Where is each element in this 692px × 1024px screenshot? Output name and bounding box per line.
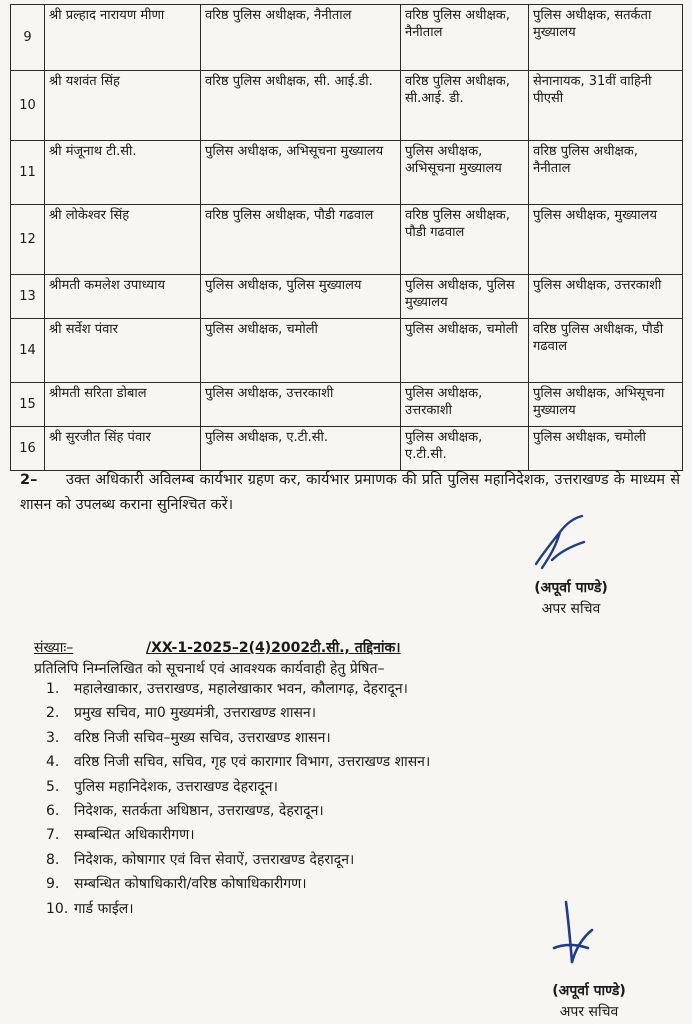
list-item: 1. महालेखाकार, उत्तराखण्ड, महालेखाकार भवन, कौलागढ़, देहरादून। [46,681,408,697]
serial-number: 14 [11,319,45,383]
table-row [11,141,683,205]
officer-name: श्री यशवंत सिंह [45,71,201,141]
table-row [11,427,683,471]
current-post: वरिष्ठ पुलिस अधीक्षक, पौडी गढवाल [201,205,401,275]
paragraph-text: उक्त अधिकारी अविलम्ब कार्यभार ग्रहण कर, कार्यभार प्रमाणक की प्रति पुलिस महानिदेशक, उत्तराखण्ड के माध्यम से शासन को उपलब्ध कराना सुनिश्चित करें। [20,472,680,513]
table-row [11,319,683,383]
officer-name: श्री सुरजीत सिंह पंवार [45,427,201,471]
officer-name: श्री मंजूनाथ टी.सी. [45,141,201,205]
table-row [11,205,683,275]
serial-number: 16 [11,427,45,471]
posting-table [10,4,683,471]
copy-to-intro: प्रतिलिपि निम्नलिखित को सूचनार्थ एवं आवश्यक कार्यवाही हेतु प्रेषित– [34,661,385,677]
table-row [11,71,683,141]
serial-number: 10 [11,71,45,141]
reference-label: संख्याः– [34,640,74,656]
serial-number: 11 [11,141,45,205]
current-post: पुलिस अधीक्षक, अभिसूचना मुख्यालय [201,141,401,205]
list-item: 9. सम्बन्धित कोषाधिकारी/वरिष्ठ कोषाधिकारीगण। [46,876,307,893]
relieved-post: वरिष्ठ पुलिस अधीक्षक, पौडी गढवाल [401,205,529,275]
officer-name: श्री लोकेश्वर सिंह [45,205,201,275]
serial-number: 13 [11,275,45,319]
signatory-designation: अपर सचिव [541,601,601,617]
relieved-post: पुलिस अधीक्षक, ए.टी.सी. [401,427,529,471]
new-post: सेनानायक, 31वीं वाहिनी पीएसी [529,71,683,141]
new-post: पुलिस अधीक्षक, सतर्कता मुख्यालय [529,5,683,71]
list-item: 6. निदेशक, सतर्कता अधिष्ठान, उत्तराखण्ड, देहरादून। [46,803,324,820]
current-post: पुलिस अधीक्षक, ए.टी.सी. [201,427,401,471]
serial-number: 9 [11,5,45,71]
relieved-post: पुलिस अधीक्षक, अभिसूचना मुख्यालय [401,141,529,205]
list-item: 3. वरिष्ठ निजी सचिव–मुख्य सचिव, उत्तराखण्ड शासन। [46,729,331,746]
relieved-post: वरिष्ठ पुलिस अधीक्षक, सी.आई. डी. [401,71,529,141]
table-row [11,383,683,427]
relieved-post: वरिष्ठ पुलिस अधीक्षक, नैनीताल [401,5,529,71]
list-item: 8. निदेशक, कोषागार एवं वित्त सेवाऐं, उत्तराखण्ड देहरादून। [46,851,355,868]
list-item: 5. पुलिस महानिदेशक, उत्तराखण्ड देहरादून। [46,778,278,795]
list-item: 10. गार्ड फाईल। [46,900,134,917]
officer-name: श्री प्रल्हाद नारायण मीणा [45,5,201,71]
signature-block [496,578,646,620]
table-row [11,5,683,71]
signatory-name: (अपूर्वा पाण्डे) [534,580,608,596]
relieved-post: पुलिस अधीक्षक, उत्तरकाशी [401,383,529,427]
signature-mark [530,512,590,572]
signatory-name: (अपूर्वा पाण्डे) [552,983,626,999]
new-post: पुलिस अधीक्षक, अभिसूचना मुख्यालय [529,383,683,427]
list-item: 7. सम्बन्धित अधिकारीगण। [46,827,195,844]
reference-line [34,638,401,658]
serial-number: 15 [11,383,45,427]
new-post: पुलिस अधीक्षक, चमोली [529,427,683,471]
current-post: वरिष्ठ पुलिस अधीक्षक, नैनीताल [201,5,401,71]
relieved-post: पुलिस अधीक्षक, चमोली [401,319,529,383]
list-item: 2. प्रमुख सचिव, मा0 मुख्यमंत्री, उत्तराखण्ड शासन। [46,705,316,722]
serial-number: 12 [11,205,45,275]
table-row [11,275,683,319]
relieved-post: पुलिस अधीक्षक, पुलिस मुख्यालय [401,275,529,319]
current-post: पुलिस अधीक्षक, पुलिस मुख्यालय [201,275,401,319]
current-post: वरिष्ठ पुलिस अधीक्षक, सी. आई.डी. [201,71,401,141]
officer-name: श्रीमती सरिता डोबाल [45,383,201,427]
new-post: वरिष्ठ पुलिस अधीक्षक, नैनीताल [529,141,683,205]
new-post: वरिष्ठ पुलिस अधीक्षक, पौडी गढवाल [529,319,683,383]
paragraph-number: 2– [20,472,38,488]
signature-mark [548,898,598,974]
signatory-designation: अपर सचिव [559,1004,619,1020]
instruction-paragraph [20,468,680,518]
reference-code: /XX-1-2025–2(4)2002टी.सी., तद्दिनांक। [146,640,401,656]
distribution-list [46,677,430,921]
officer-name: श्रीमती कमलेश उपाध्याय [45,275,201,319]
list-item: 4. वरिष्ठ निजी सचिव, सचिव, गृह एवं कारागार विभाग, उत्तराखण्ड शासन। [46,754,431,771]
current-post: पुलिस अधीक्षक, उत्तरकाशी [201,383,401,427]
current-post: पुलिस अधीक्षक, चमोली [201,319,401,383]
new-post: पुलिस अधीक्षक, उत्तरकाशी [529,275,683,319]
officer-name: श्री सर्वेश पंवार [45,319,201,383]
new-post: पुलिस अधीक्षक, मुख्यालय [529,205,683,275]
signature-block [514,981,664,1023]
